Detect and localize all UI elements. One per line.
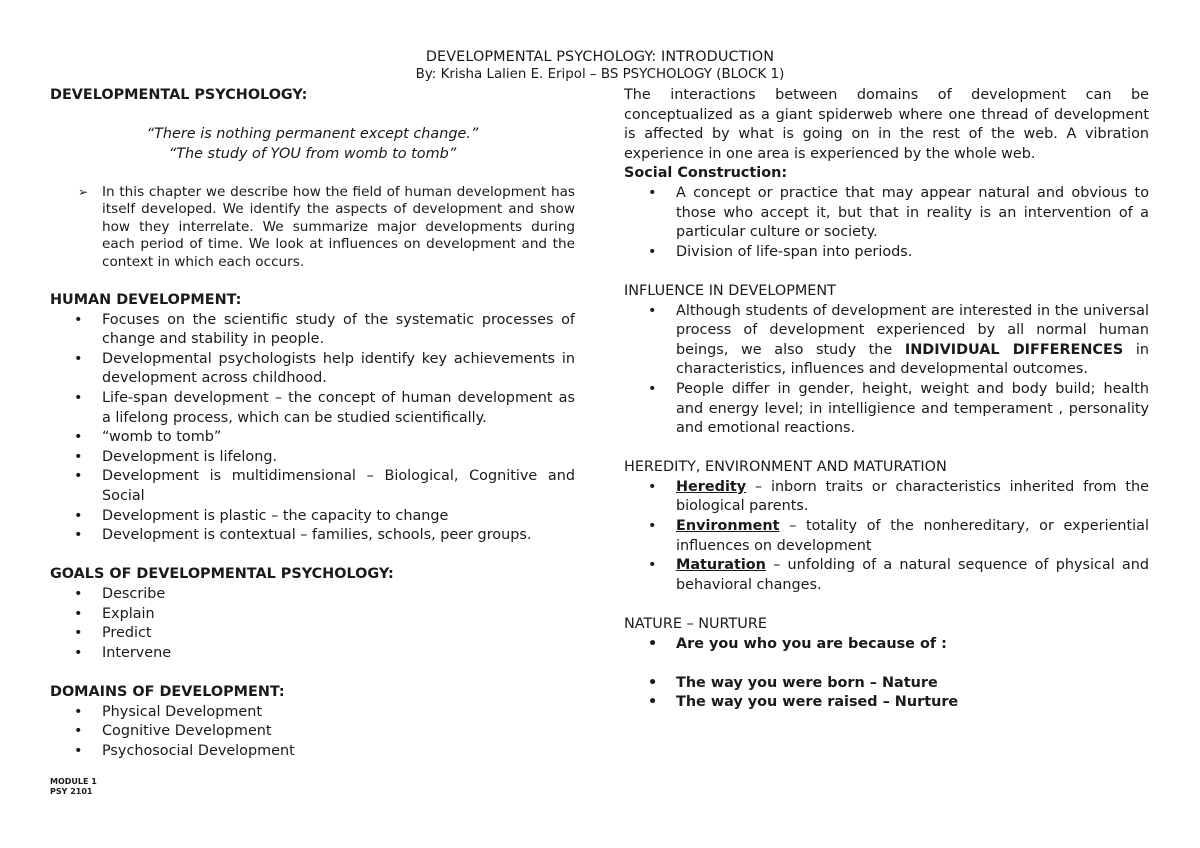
- influence-text-b: in characteristics, influences and developmental outcomes.: [676, 341, 1149, 378]
- list-item: [624, 517, 1149, 556]
- list-item: • Development is contextual – families, schools, peer groups.: [50, 526, 575, 546]
- quote-permanent-change: “There is nothing permanent except change.”: [146, 126, 479, 143]
- section-heading-goals: GOALS OF DEVELOPMENTAL PSYCHOLOGY:: [50, 566, 394, 583]
- section-heading-heredity: HEREDITY, ENVIRONMENT AND MATURATION: [624, 459, 947, 476]
- maturation-definition: – unfolding of a natural sequence of physical and behavioral changes.: [676, 557, 1149, 593]
- list-item: • Life-span development – the concept of human development as a lifelong process, which can be studied scientifically.: [50, 389, 575, 428]
- document-header: [0, 49, 1200, 83]
- list-item: • Development is plastic – the capacity to change: [50, 507, 575, 527]
- footer-course: PSY 2101: [50, 787, 93, 796]
- list-item: • Development is lifelong.: [50, 448, 575, 468]
- list-item: • Describe: [50, 585, 575, 605]
- chapter-intro-list: [50, 184, 575, 272]
- list-item: • The way you were born – Nature: [624, 674, 1149, 694]
- section-heading-influence: INFLUENCE IN DEVELOPMENT: [624, 282, 836, 299]
- list-item: • People differ in gender, height, weight and body build; health and energy level; in intelligience and temperament , personality and emotional reactions.: [624, 380, 1149, 439]
- section-heading-domains: DOMAINS OF DEVELOPMENT:: [50, 683, 285, 700]
- list-item: • Division of life-span into periods.: [624, 243, 1149, 263]
- nature-nurture-answers-list: [624, 674, 1149, 713]
- heredity-definition: – inborn traits or characteristics inherited from the biological parents.: [676, 478, 1149, 515]
- list-item: • Intervene: [50, 644, 575, 664]
- document-title: DEVELOPMENTAL PSYCHOLOGY: INTRODUCTION: [425, 49, 775, 65]
- list-item: [624, 556, 1149, 595]
- section-heading-dev-psych: DEVELOPMENTAL PSYCHOLOGY:: [50, 87, 308, 103]
- heredity-list: [624, 478, 1149, 596]
- list-item: • Cognitive Development: [50, 722, 575, 742]
- list-item: • Explain: [50, 605, 575, 625]
- list-item: [624, 478, 1149, 517]
- spiderweb-paragraph: The interactions between domains of development can be conceptualized as a giant spiderweb where one thread of development is affected by what is going on in the rest of the web. A vibration experience in one area is experienced by the whole web.: [624, 87, 1149, 162]
- list-item: • Psychosocial Development: [50, 742, 575, 762]
- heredity-term: Heredity: [676, 478, 747, 495]
- list-item: • Physical Development: [50, 703, 575, 723]
- social-construction-list: [624, 184, 1149, 262]
- environment-term: Environment: [676, 518, 780, 535]
- domains-list: [50, 703, 575, 762]
- list-item: ➢ In this chapter we describe how the field of human development has itself developed. We identify the aspects of development and show how they interrelate. We summarize major developments during each period of time. We look at influences on development and the context in which each occurs.: [50, 184, 575, 272]
- environment-definition: – totality of the nonhereditary, or experiential influences on development: [676, 518, 1149, 554]
- list-item: • Are you who you are because of :: [624, 635, 1149, 655]
- list-item: • Predict: [50, 624, 575, 644]
- human-dev-list: [50, 311, 575, 546]
- list-item: • Focuses on the scientific study of the systematic processes of change and stability in people.: [50, 311, 575, 350]
- list-item: • The way you were raised – Nurture: [624, 693, 1149, 713]
- right-column: [624, 86, 1149, 713]
- left-column: [50, 86, 575, 761]
- list-item: • Development is multidimensional – Biological, Cognitive and Social: [50, 467, 575, 506]
- page-footer: [50, 777, 97, 797]
- section-heading-human-dev: HUMAN DEVELOPMENT:: [50, 292, 242, 309]
- list-item: • “womb to tomb”: [50, 428, 575, 448]
- document-byline: By: Krisha Lalien E. Eripol – BS PSYCHOLOGY (BLOCK 1): [415, 67, 785, 82]
- section-heading-nature-nurture: NATURE – NURTURE: [624, 616, 767, 633]
- list-item: • A concept or practice that may appear natural and obvious to those who accept it, but that in reality is an intervention of a particular culture or society.: [624, 184, 1149, 243]
- maturation-term: Maturation: [676, 557, 766, 574]
- list-item: • Developmental psychologists help identify key achievements in development across childhood.: [50, 350, 575, 389]
- quote-womb-to-tomb: “The study of YOU from womb to tomb”: [168, 145, 457, 162]
- influence-text-a: Although students of development are interested in the universal process of development experienced by all normal human beings, we also study the: [676, 302, 1149, 358]
- list-item: [624, 302, 1149, 380]
- influence-list: [624, 302, 1149, 439]
- individual-differences-term: INDIVIDUAL DIFFERENCES: [904, 341, 1124, 358]
- goals-list: [50, 585, 575, 663]
- section-heading-social-construction: Social Construction:: [624, 165, 788, 182]
- nature-nurture-list: [624, 635, 1149, 655]
- footer-module: MODULE 1: [50, 777, 97, 786]
